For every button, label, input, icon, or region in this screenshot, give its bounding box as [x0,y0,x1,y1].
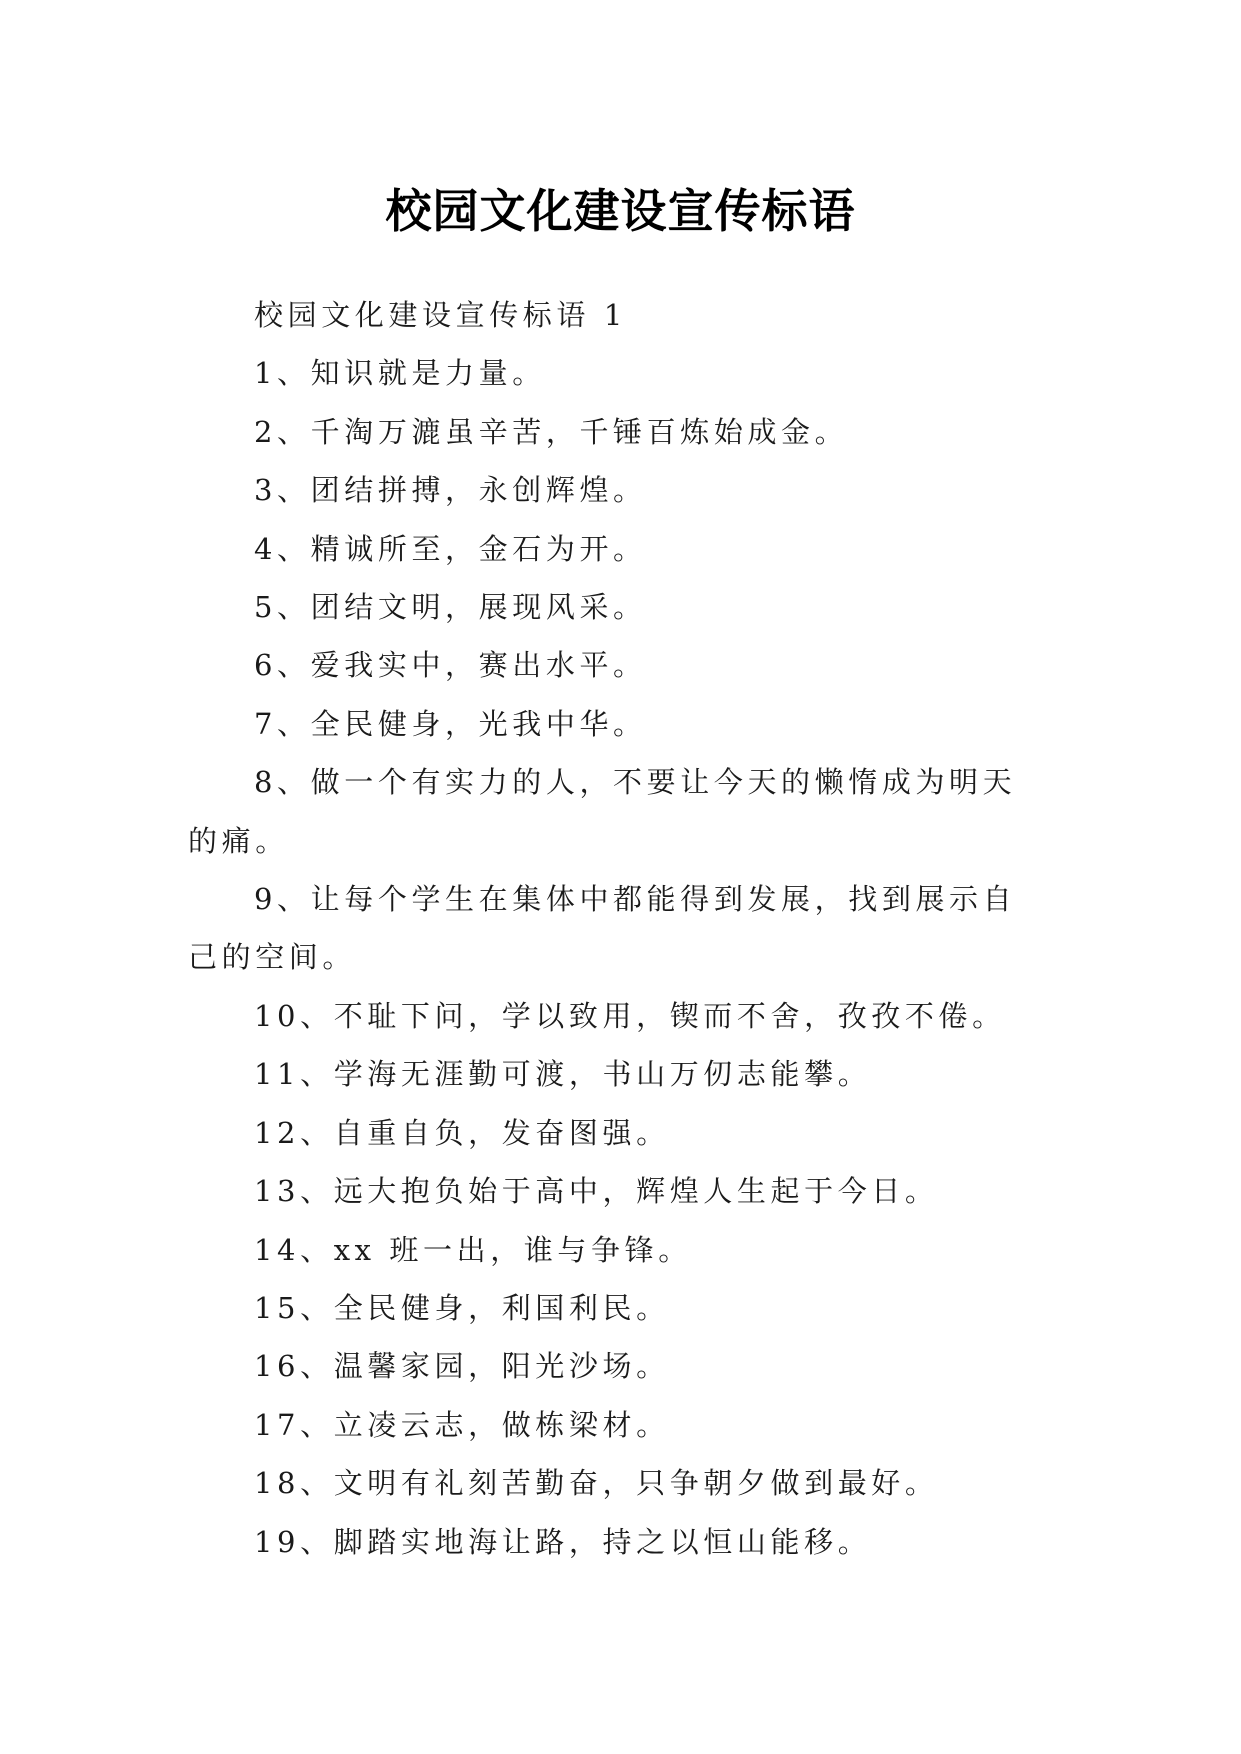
slogan-item-16: 16、温馨家园，阳光沙场。 [254,1349,670,1384]
document-title: 校园文化建设宣传标语 [385,183,856,238]
slogan-item-17: 17、立凌云志，做栋梁材。 [254,1407,670,1442]
slogan-item-19: 19、脚踏实地海让路，持之以恒山能移。 [254,1524,872,1559]
slogan-item-18: 18、文明有礼刻苦勤奋，只争朝夕做到最好。 [254,1466,939,1501]
slogan-item-10: 10、不耻下问，学以致用，锲而不舍，孜孜不倦。 [254,998,1006,1033]
slogan-item-11: 11、学海无涯勤可渡，书山万仞志能攀。 [254,1057,872,1092]
paragraph-subtitle: 校园文化建设宣传标语 1 [254,298,627,332]
slogan-item-6: 6、爱我实中，赛出水平。 [254,648,647,683]
slogan-item-12: 12、自重自负，发奋图强。 [254,1115,670,1150]
slogan-item-13: 13、远大抱负始于高中，辉煌人生起于今日。 [254,1174,939,1209]
slogan-item-2: 2、千淘万漉虽辛苦，千锤百炼始成金。 [254,414,849,449]
slogan-item-1: 1、知识就是力量。 [254,356,546,391]
slogan-item-8: 8、做一个有实力的人，不要让今天的懒惰成为明天的痛。 [188,765,1017,858]
slogan-item-7: 7、全民健身，光我中华。 [254,706,647,741]
slogan-item-3: 3、团结拼搏，永创辉煌。 [254,473,647,508]
document-body [188,286,1048,1571]
slogan-item-9: 9、让每个学生在集体中都能得到发展，找到展示自己的空间。 [188,882,1017,975]
slogan-item-4: 4、精诚所至，金石为开。 [254,531,647,566]
slogan-item-14: 14、xx 班一出，谁与争锋。 [254,1232,692,1267]
slogan-item-15: 15、全民健身，利国利民。 [254,1290,670,1325]
slogan-item-5: 5、团结文明，展现风采。 [254,590,647,625]
